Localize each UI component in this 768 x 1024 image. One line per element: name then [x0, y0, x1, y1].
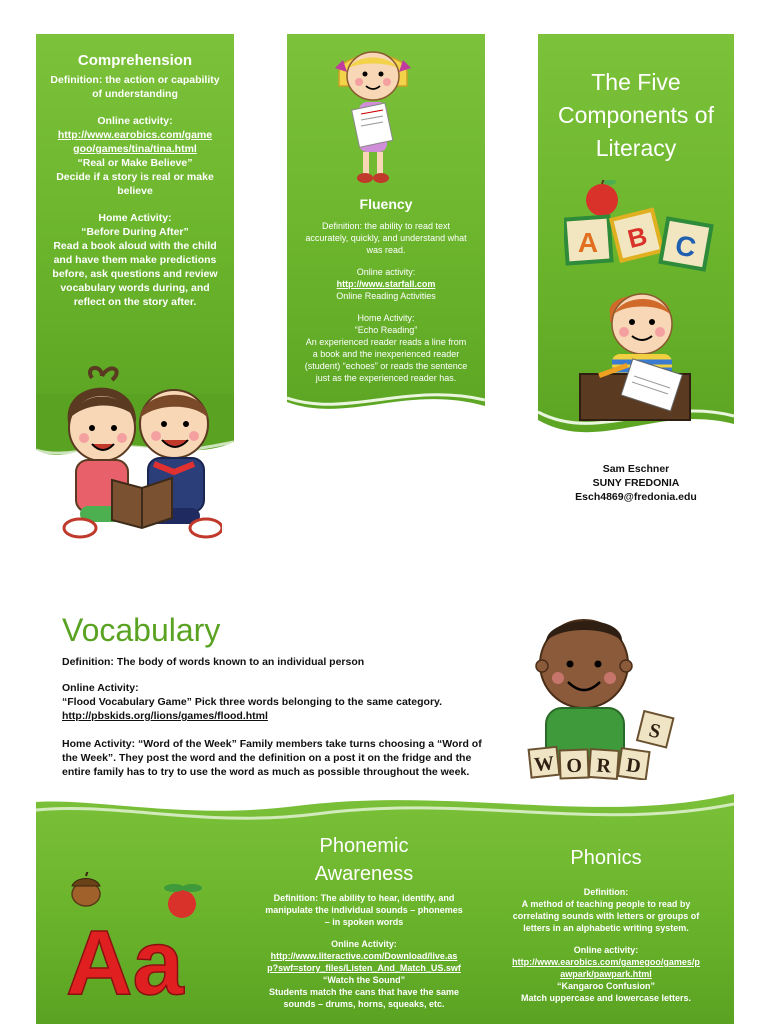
letters-aa-illustration [62, 872, 212, 1002]
fluency-panel [287, 34, 485, 444]
phonics-definition-label: Definition: [583, 887, 629, 897]
cover-author: Sam Eschner [602, 463, 670, 475]
phonemic-url-line1[interactable]: http://www.literactive.com/Download/live.as [270, 951, 458, 961]
comprehension-url-line2[interactable]: goo/games/tina/tina.html [73, 143, 197, 155]
phonics-section [492, 844, 720, 1004]
vocabulary-url[interactable]: http://pbskids.org/lions/games/flood.html [62, 710, 268, 722]
fluency-online-name: Online Reading Activities [336, 291, 436, 301]
abc-blocks-illustration [564, 180, 714, 272]
comprehension-home-name: “Before During After” [81, 226, 189, 238]
phonics-online-label: Online activity: [573, 945, 639, 955]
comprehension-home-label: Home Activity: [98, 212, 172, 224]
comprehension-title: Comprehension [77, 52, 193, 69]
girl-with-paper-illustration [333, 40, 413, 186]
fluency-title: Fluency [359, 196, 413, 212]
comprehension-online-label: Online activity: [97, 115, 173, 127]
comprehension-game-name: “Real or Make Believe” [77, 157, 193, 169]
phonemic-url-line2[interactable]: p?swf=story_files/Listen_And_Match_US.swf [267, 963, 461, 973]
vocabulary-home-desc: Home Activity: “Word of the Week” Family members take turns choosing a “Word of the Week”. They post the word and the definition on a post it on the fridge and the entire family has to try to use the word as much as possible throughout the week. [62, 738, 482, 778]
letters-aa: Aa [66, 912, 184, 1002]
phonemic-title-line1: Phonemic [319, 835, 409, 857]
bottom-wave [36, 780, 734, 840]
tile-d: D [624, 754, 643, 778]
boy-with-word-tiles-illustration [524, 612, 686, 790]
fluency-home-name: “Echo Reading” [354, 325, 418, 335]
phonemic-section [254, 832, 474, 1010]
block-letter-a: A [577, 227, 599, 258]
vocabulary-online-label: Online Activity: [62, 682, 139, 694]
phonics-url-line2[interactable]: awpark/pawpark.html [560, 969, 652, 979]
phonics-title: Phonics [570, 847, 642, 869]
comprehension-url-line1[interactable]: http://www.earobics.com/game [57, 129, 213, 141]
vocabulary-title: Vocabulary [62, 612, 221, 648]
kids-reading-illustration [62, 360, 222, 545]
cover-email[interactable]: Esch4869@fredonia.edu [575, 491, 697, 503]
fluency-home-desc: An experienced reader reads a line from a book and the inexperienced reader (student) “echoes” or reads the sentence just as the experienced reader has. [304, 337, 468, 383]
comprehension-definition: Definition: the action or capability of understanding [50, 74, 220, 100]
phonemic-game-desc: Students match the cans that have the same sounds – drums, horns, squeaks, etc. [268, 987, 460, 1009]
bottom-green-panel [36, 780, 734, 1024]
phonemic-online-label: Online Activity: [331, 939, 397, 949]
phonemic-title-line2: Awareness [314, 863, 414, 885]
cover-school: SUNY FREDONIA [592, 477, 680, 489]
fluency-definition: Definition: the ability to read text accurately, quickly, and understand what was read. [305, 221, 467, 255]
tile-w: W [533, 752, 556, 777]
tile-o: O [565, 754, 583, 778]
cover-title: The Five Components of Literacy [558, 69, 714, 161]
phonemic-definition: Definition: The ability to hear, identify, and manipulate the individual sounds – phonemes – in spoken words [265, 893, 463, 927]
block-letter-c: C [672, 229, 699, 264]
tile-r: R [595, 754, 612, 778]
vocabulary-online-desc: “Flood Vocabulary Game” Pick three words belonging to the same category. [62, 696, 443, 708]
tile-s: S [646, 719, 663, 744]
block-letter-b: B [624, 220, 651, 255]
phonics-game-desc: Match uppercase and lowercase letters. [520, 993, 692, 1003]
comprehension-panel [36, 34, 234, 554]
vocabulary-definition: Definition: The body of words known to an individual person [62, 656, 365, 668]
phonemic-game-name: “Watch the Sound” [322, 975, 406, 985]
vocabulary-section [62, 612, 502, 779]
phonics-url-line1[interactable]: http://www.earobics.com/gamegoo/games/p [512, 957, 700, 967]
fluency-online-label: Online activity: [356, 267, 416, 277]
fluency-wave [287, 384, 485, 444]
cover-panel [538, 34, 734, 554]
comprehension-home-desc: Read a book aloud with the child and have them make predictions before, ask questions and review vocabulary words during, and reflect on the story after. [52, 240, 218, 308]
phonics-definition: A method of teaching people to read by correlating sounds with letters or groups of letters in an alphabetic writing system. [512, 899, 700, 933]
phonics-game-name: “Kangaroo Confusion” [557, 981, 655, 991]
comprehension-game-desc: Decide if a story is real or make believe [56, 171, 214, 197]
boy-at-desk-illustration [578, 284, 704, 426]
fluency-home-label: Home Activity: [357, 313, 415, 323]
fluency-url[interactable]: http://www.starfall.com [336, 279, 436, 289]
